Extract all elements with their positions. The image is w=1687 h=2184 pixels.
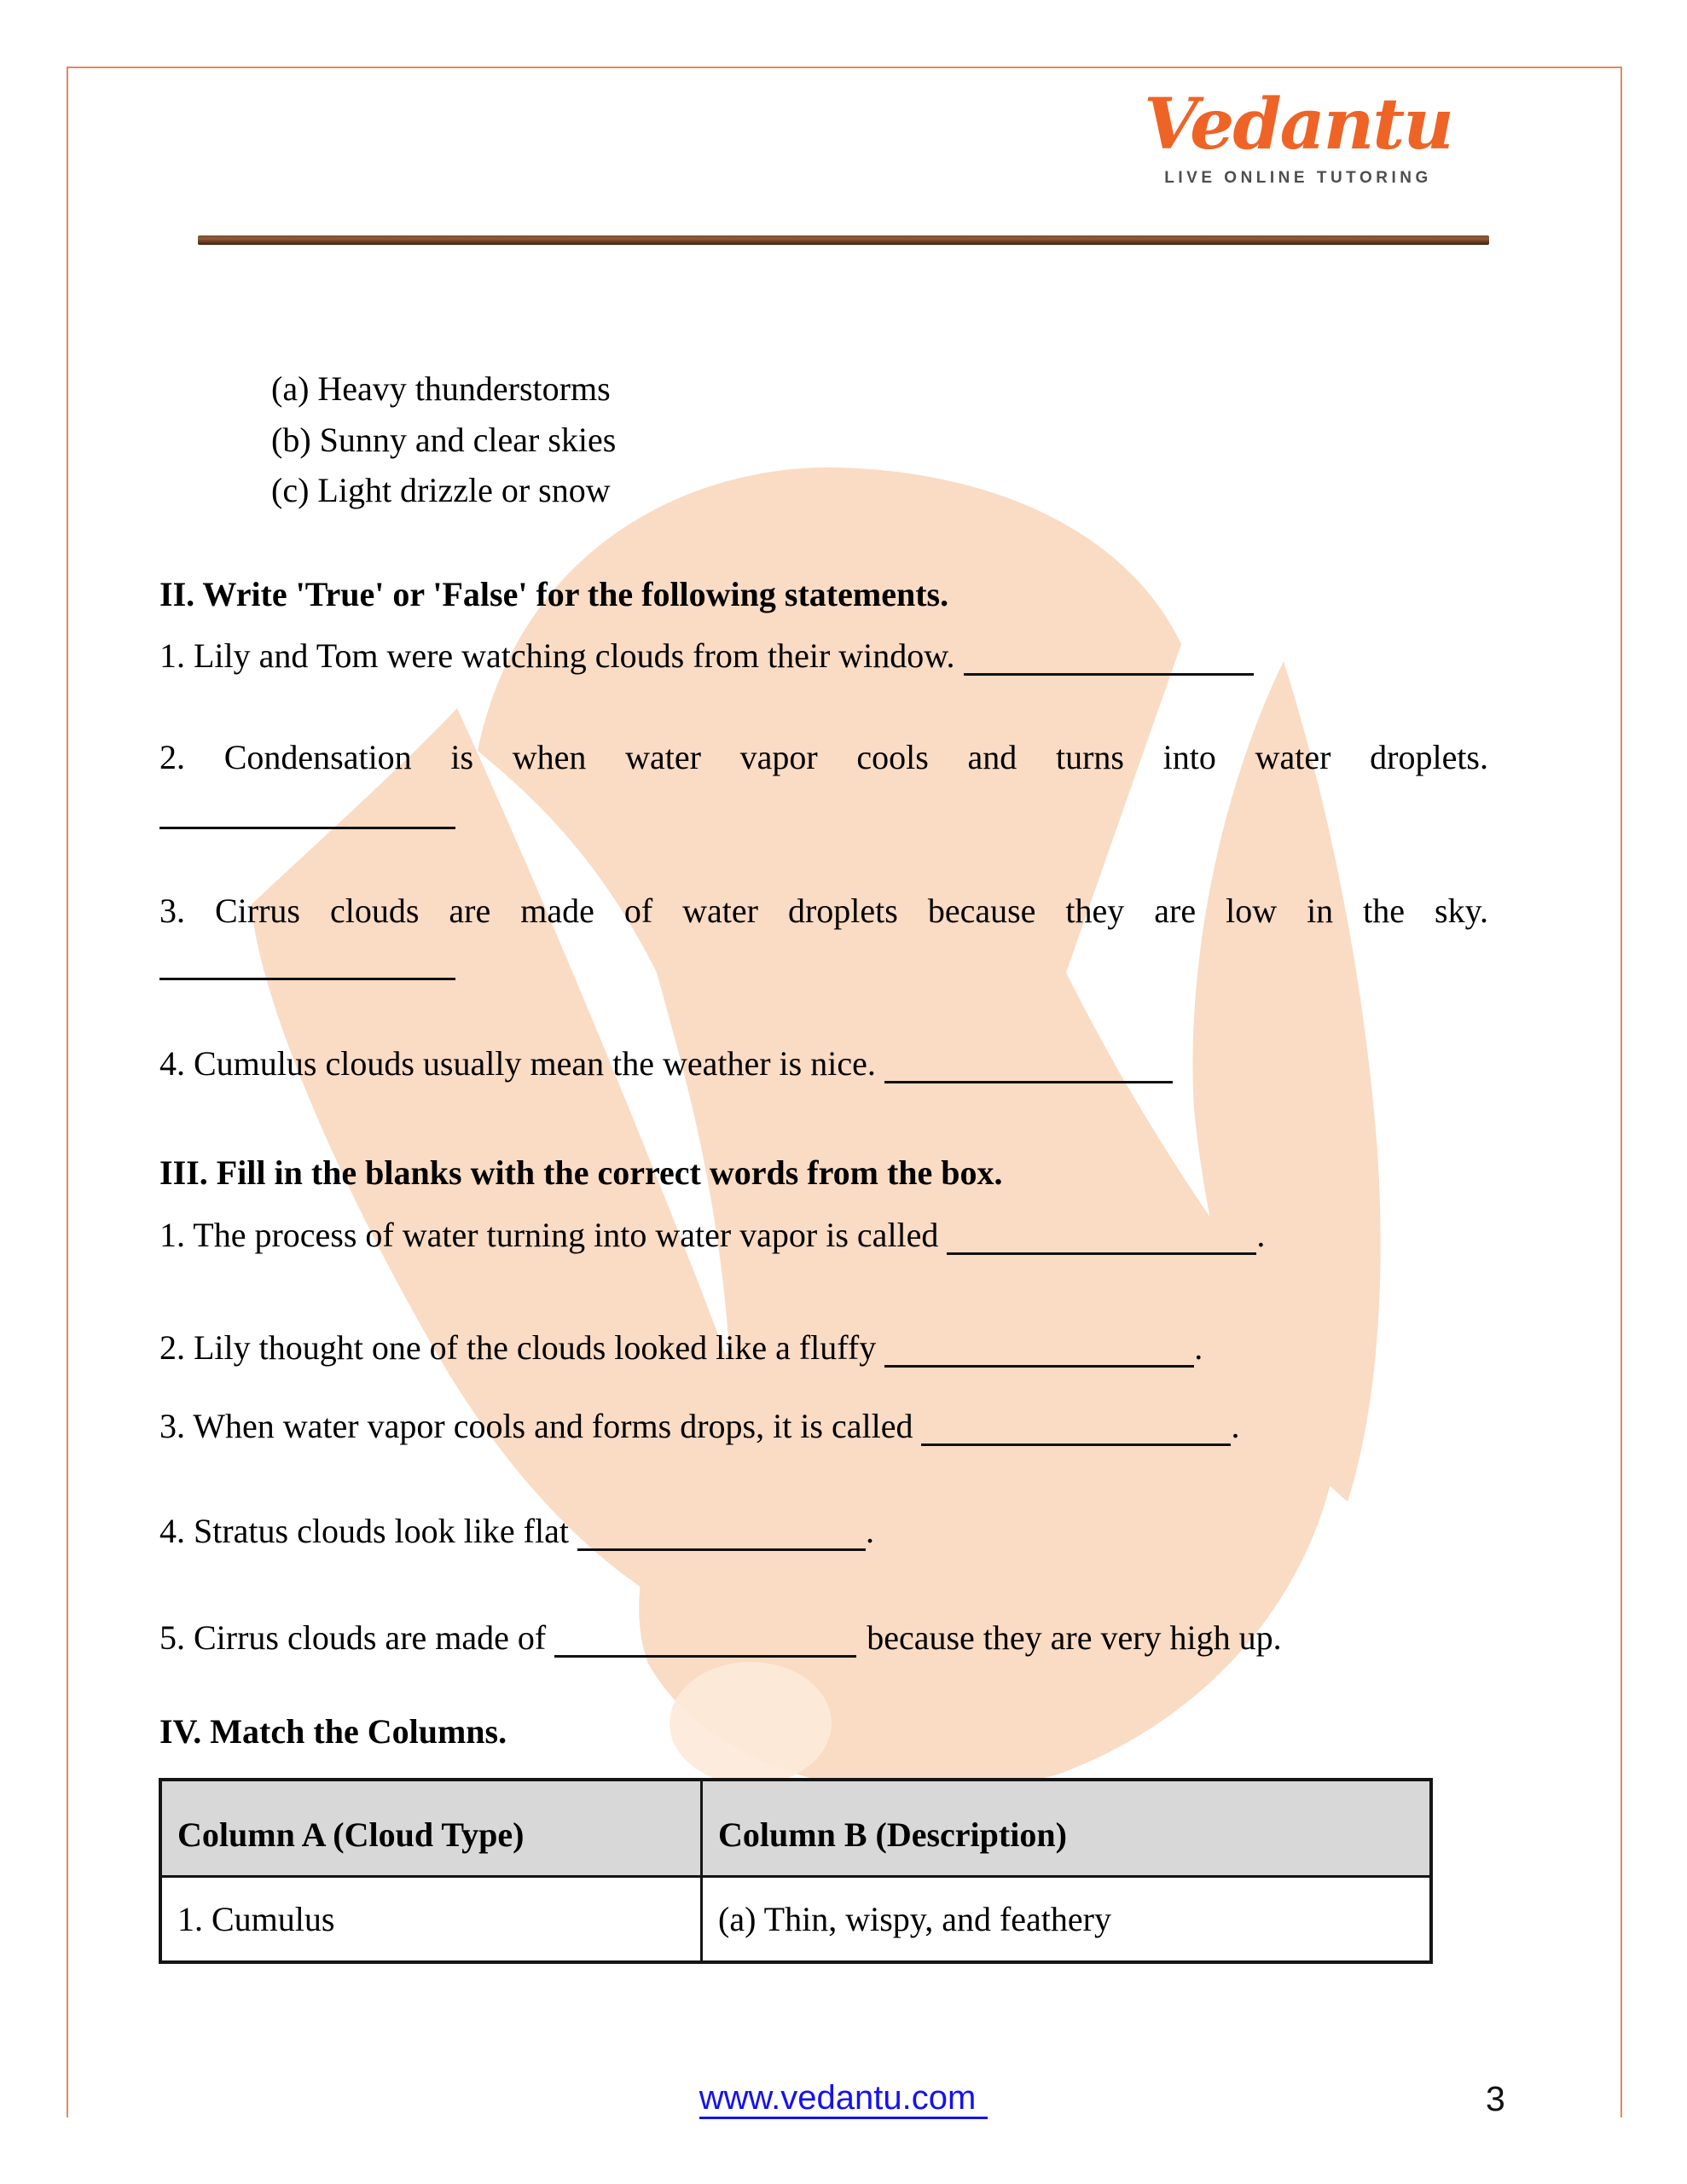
fib-item-4-text: 4. Stratus clouds look like flat	[159, 1512, 569, 1550]
tf-statement-1-text: 1. Lily and Tom were watching clouds from their window.	[159, 636, 955, 675]
answer-blank	[577, 1538, 866, 1551]
tf-statement-2-text: 2. Condensation is when water vapor cools and turns into water droplets.	[159, 738, 1488, 776]
footer	[0, 2079, 1687, 2117]
table-header-col-a: Column A (Cloud Type)	[160, 1780, 702, 1877]
tf-statement-3	[159, 886, 1488, 936]
brand-logo	[1119, 82, 1477, 188]
match-table	[159, 1778, 1433, 1964]
section-match-heading: IV. Match the Columns.	[159, 1712, 507, 1751]
fib-item-3	[159, 1402, 1488, 1451]
answer-blank	[159, 978, 455, 980]
answer-blank	[884, 1071, 1173, 1083]
fib-item-4-period: .	[865, 1512, 874, 1550]
fib-item-2-text: 2. Lily thought one of the clouds looked like a fluffy	[159, 1328, 877, 1367]
header-divider	[198, 235, 1489, 245]
brand-tagline: LIVE ONLINE TUTORING	[1164, 169, 1432, 187]
fib-item-4	[159, 1507, 1488, 1556]
tf-statement-2	[159, 733, 1488, 782]
answer-blank	[921, 1433, 1231, 1446]
option-a: (a) Heavy thunderstorms	[271, 369, 611, 408]
fib-item-2	[159, 1323, 1488, 1373]
fib-item-1-period: .	[1256, 1216, 1266, 1254]
fib-item-5-text: 5. Cirrus clouds are made of	[159, 1618, 547, 1657]
section-fill-blanks-heading: III. Fill in the blanks with the correct words from the box.	[159, 1153, 1003, 1192]
answer-blank	[947, 1242, 1256, 1255]
tf-statement-4-text: 4. Cumulus clouds usually mean the weather is nice.	[159, 1044, 876, 1083]
page-number: 3	[1486, 2079, 1505, 2118]
table-cell-description: (a) Thin, wispy, and feathery	[702, 1877, 1432, 1963]
option-c: (c) Light drizzle or snow	[271, 471, 611, 509]
table-header-col-b: Column B (Description)	[702, 1780, 1432, 1877]
answer-blank	[884, 1355, 1194, 1368]
fib-item-1	[159, 1211, 1488, 1260]
match-table-header-row	[160, 1780, 1431, 1877]
answer-blank	[554, 1645, 856, 1658]
fib-item-3-period: .	[1231, 1407, 1240, 1445]
fib-item-5-text-end: because they are very high up.	[867, 1618, 1282, 1657]
fib-item-3-text: 3. When water vapor cools and forms drops, it is called	[159, 1407, 913, 1445]
brand-name: Vedantu	[1144, 84, 1452, 166]
tf-statement-4	[159, 1039, 1488, 1089]
vedantu-link[interactable]: www.vedantu.com	[699, 2079, 988, 2119]
fib-item-1-text: 1. The process of water turning into water vapor is called	[159, 1216, 939, 1254]
fib-item-2-period: .	[1194, 1328, 1203, 1367]
answer-blank	[964, 663, 1254, 676]
tf-statement-1	[159, 631, 1488, 681]
option-b: (b) Sunny and clear skies	[271, 421, 617, 459]
answer-blank	[159, 827, 455, 829]
fib-item-5	[159, 1613, 1488, 1663]
table-row	[160, 1877, 1431, 1963]
table-cell-cloud-type: 1. Cumulus	[160, 1877, 702, 1963]
tf-statement-3-text: 3. Cirrus clouds are made of water droplets because they are low in the sky.	[159, 892, 1488, 930]
section-true-false-heading: II. Write 'True' or 'False' for the following statements.	[159, 575, 949, 613]
